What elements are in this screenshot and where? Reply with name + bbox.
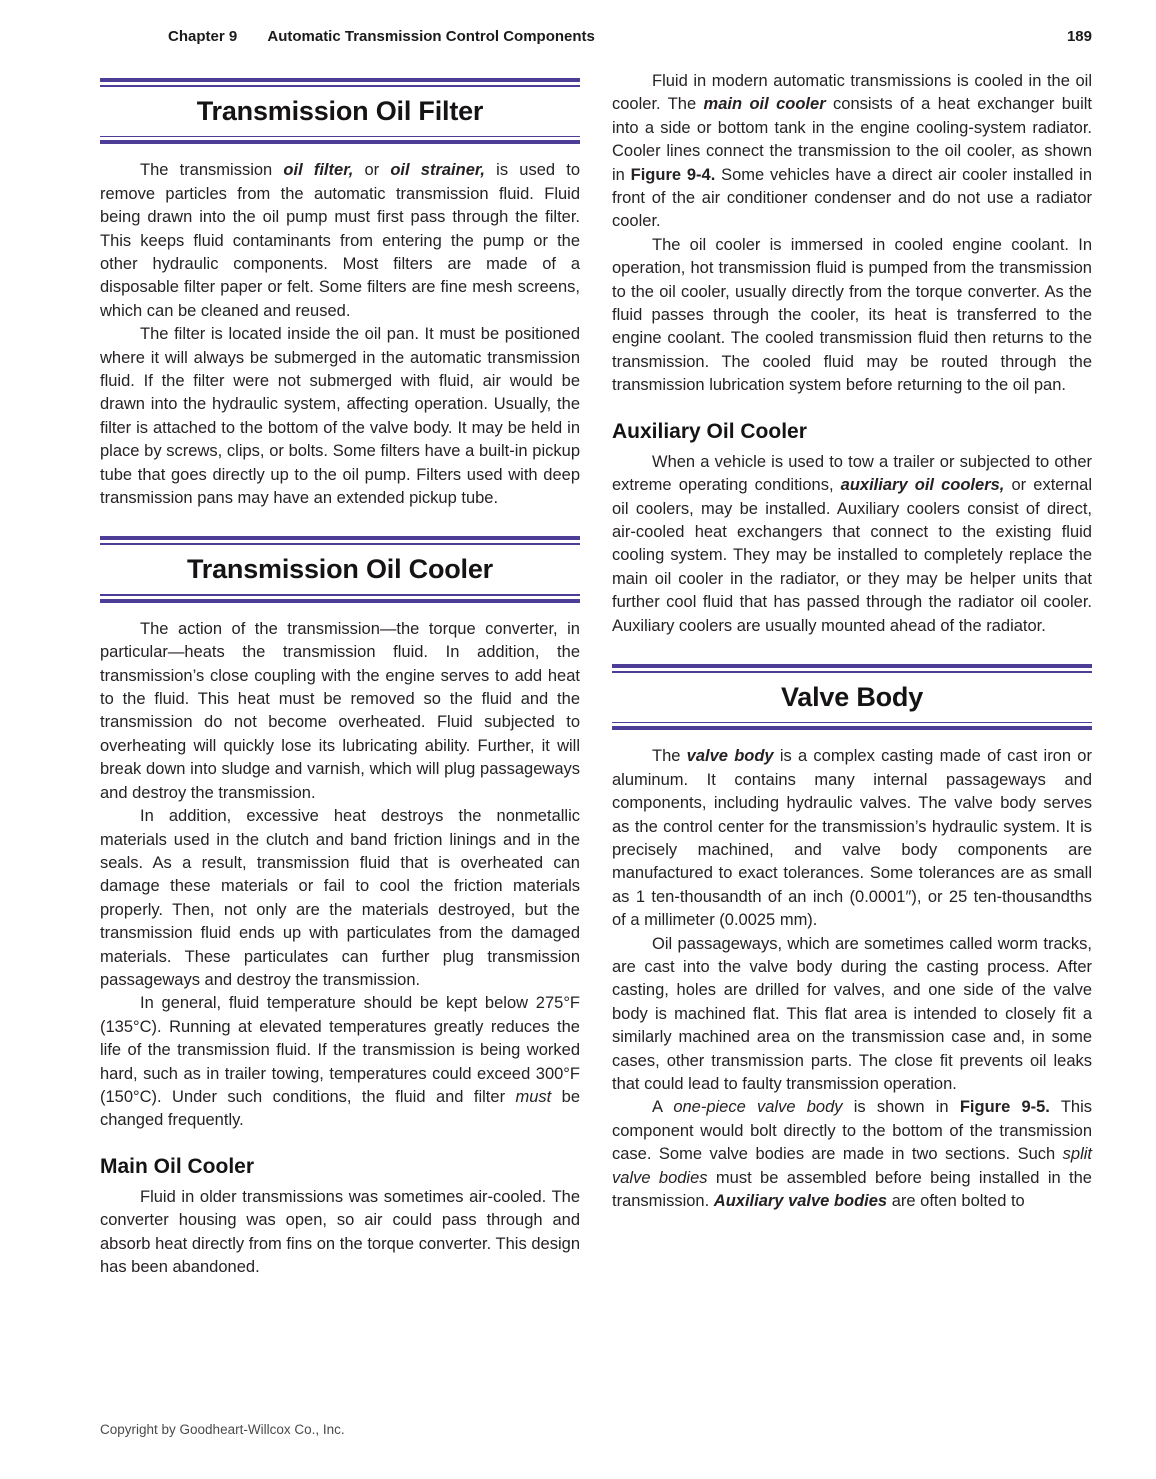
heading-rule-bottom: [612, 722, 1092, 731]
paragraph: When a vehicle is used to tow a trailer or subjected to other extreme operating conditions, auxiliary oil coolers, or external oil coolers, may be installed. Auxiliary coolers consist of direct, air-cooled heat exchangers that connect to the existing fluid cooling system. They may be installed to completely replace the main oil cooler in the radiator, or they may be helper units that further cool fluid that has passed through the radiator oil cooler. Auxiliary coolers are usually mounted ahead of the radiator.: [612, 452, 1093, 635]
left-column: [100, 70, 580, 1279]
two-column-text: [100, 70, 1092, 1279]
section-heading-transmission-oil-filter: Transmission Oil Filter: [196, 95, 484, 126]
section-heading-valve-body: Valve Body: [780, 681, 924, 712]
heading-rule-top: [612, 664, 1092, 673]
heading-rule-top: [100, 78, 580, 87]
section-heading-box-oil-cooler: [100, 536, 580, 602]
subheading-auxiliary-oil-cooler: Auxiliary Oil Cooler: [612, 419, 807, 443]
paragraph: Oil passageways, which are sometimes called worm tracks, are cast into the valve body during the casting process. After casting, holes are drilled for valves, and one side of the valve body is machined flat. This flat area is intended to closely fit a similarly machined area on the transmission case and, in some cases, other transmission parts. The close fit prevents oil leaks that could lead to faulty transmission operation.: [612, 934, 1092, 1093]
heading-rule-bottom: [100, 594, 580, 603]
paragraph: The action of the transmission—the torque converter, in particular—heats the transmission fluid. In addition, the transmission’s close coupling with the engine serves to add heat to the fluid. This heat must be removed so the fluid and the transmission do not become overheated. Fluid subjected to overheating will quickly lose its lubricating ability. Further, it will break down into sludge and varnish, which will plug passageways and destroy the transmission.: [100, 619, 580, 802]
copyright-notice: Copyright by Goodheart-Willcox Co., Inc.: [100, 1422, 345, 1437]
paragraph: The oil cooler is immersed in cooled engine coolant. In operation, hot transmission fluid is pumped from the transmission to the oil cooler, usually directly from the torque converter. As the fluid passes through the cooler, its heat is transferred to the engine coolant. The cooled transmission fluid then returns to the transmission. The cooled fluid may be routed through the transmission lubrication system before returning to the oil pan.: [612, 235, 1092, 395]
paragraph: The filter is located inside the oil pan. It must be positioned where it will always be submerged in the automatic transmission fluid. If the filter were not submerged with fluid, air would be drawn into the hydraulic system, affecting operation. Usually, the filter is attached to the bottom of the valve body. It may be held in place by screws, clips, or bolts. Some filters have a built-in pickup tube that goes directly up to the oil pump. Filters used with deep transmission pans may have an extended pickup tube.: [100, 325, 580, 508]
section-heading-box-valve-body: [612, 664, 1092, 730]
paragraph: The valve body is a complex casting made of cast iron or aluminum. It contains many internal passageways and components, including hydraulic valves. The valve body serves as the control center for the transmission’s hydraulic system. It is precisely machined, and valve body components are manufactured to exact tolerances. Some tolerances are as small as 1 ten-thousandth of an inch (0.0001″), or 25 ten-thousandths of a millimeter (0.0025 mm).: [612, 747, 1092, 930]
heading-rule-bottom: [100, 136, 580, 145]
chapter-label: Chapter 9: [168, 28, 238, 45]
section-heading-box-oil-filter: [100, 78, 580, 144]
chapter-title: Automatic Transmission Control Components: [267, 28, 595, 45]
page-number: 189: [1066, 28, 1092, 45]
paragraph: In general, fluid temperature should be kept below 275°F (135°C). Running at elevated temperatures greatly reduces the life of the transmission fluid. If the transmission is being worked hard, such as in trailer towing, temperatures could exceed 300°F (150°C). Under such conditions, the fluid and filter must be changed frequently.: [100, 994, 581, 1130]
paragraph: In addition, excessive heat destroys the nonmetallic materials used in the clutch and band friction linings and in the seals. As a result, transmission fluid that is overheated can damage these materials or fail to cool the friction materials properly. Then, not only are the materials destroyed, but the transmission fluid ends up with particulates from the damaged materials. These particulates can further plug transmission passageways and destroy the transmission.: [100, 807, 580, 989]
running-header: [100, 28, 1092, 45]
paragraph: Fluid in older transmissions was sometimes air-cooled. The converter housing was open, so air could pass through and absorb heat directly from fins on the torque converter. This design has been abandoned.: [100, 1187, 580, 1276]
heading-rule-top: [100, 536, 580, 545]
subheading-main-oil-cooler: Main Oil Cooler: [100, 1154, 255, 1178]
section-heading-transmission-oil-cooler: Transmission Oil Cooler: [187, 554, 493, 585]
right-column: [612, 70, 1092, 1279]
paragraph: A one-piece valve body is shown in Figure 9-5. This component would bolt directly to the bottom of the transmission case. Some valve bodies are made in two sections. Such split valve bodies must be assembled before being installed in the transmission. Auxiliary valve bodies are often bolted to: [612, 1098, 1092, 1211]
paragraph: Fluid in modern automatic transmissions is cooled in the oil cooler. The main oil cooler consists of a heat exchanger built into a side or bottom tank in the engine cooling-system radiator. Cooler lines connect the transmission to the oil cooler, as shown in Figure 9-4. Some vehicles have a direct air cooler installed in front of the air conditioner condenser and do not use a radiator cooler.: [612, 72, 1093, 231]
paragraph: The transmission oil filter, or oil strainer, is used to remove particles from the automatic transmission fluid. Fluid being drawn into the oil pump must first pass through the filter. This keeps fluid contaminants from entering the pump or the other hydraulic components. Most filters are made of a disposable filter paper or felt. Some filters are fine mesh screens, which can be cleaned and reused.: [100, 161, 580, 320]
